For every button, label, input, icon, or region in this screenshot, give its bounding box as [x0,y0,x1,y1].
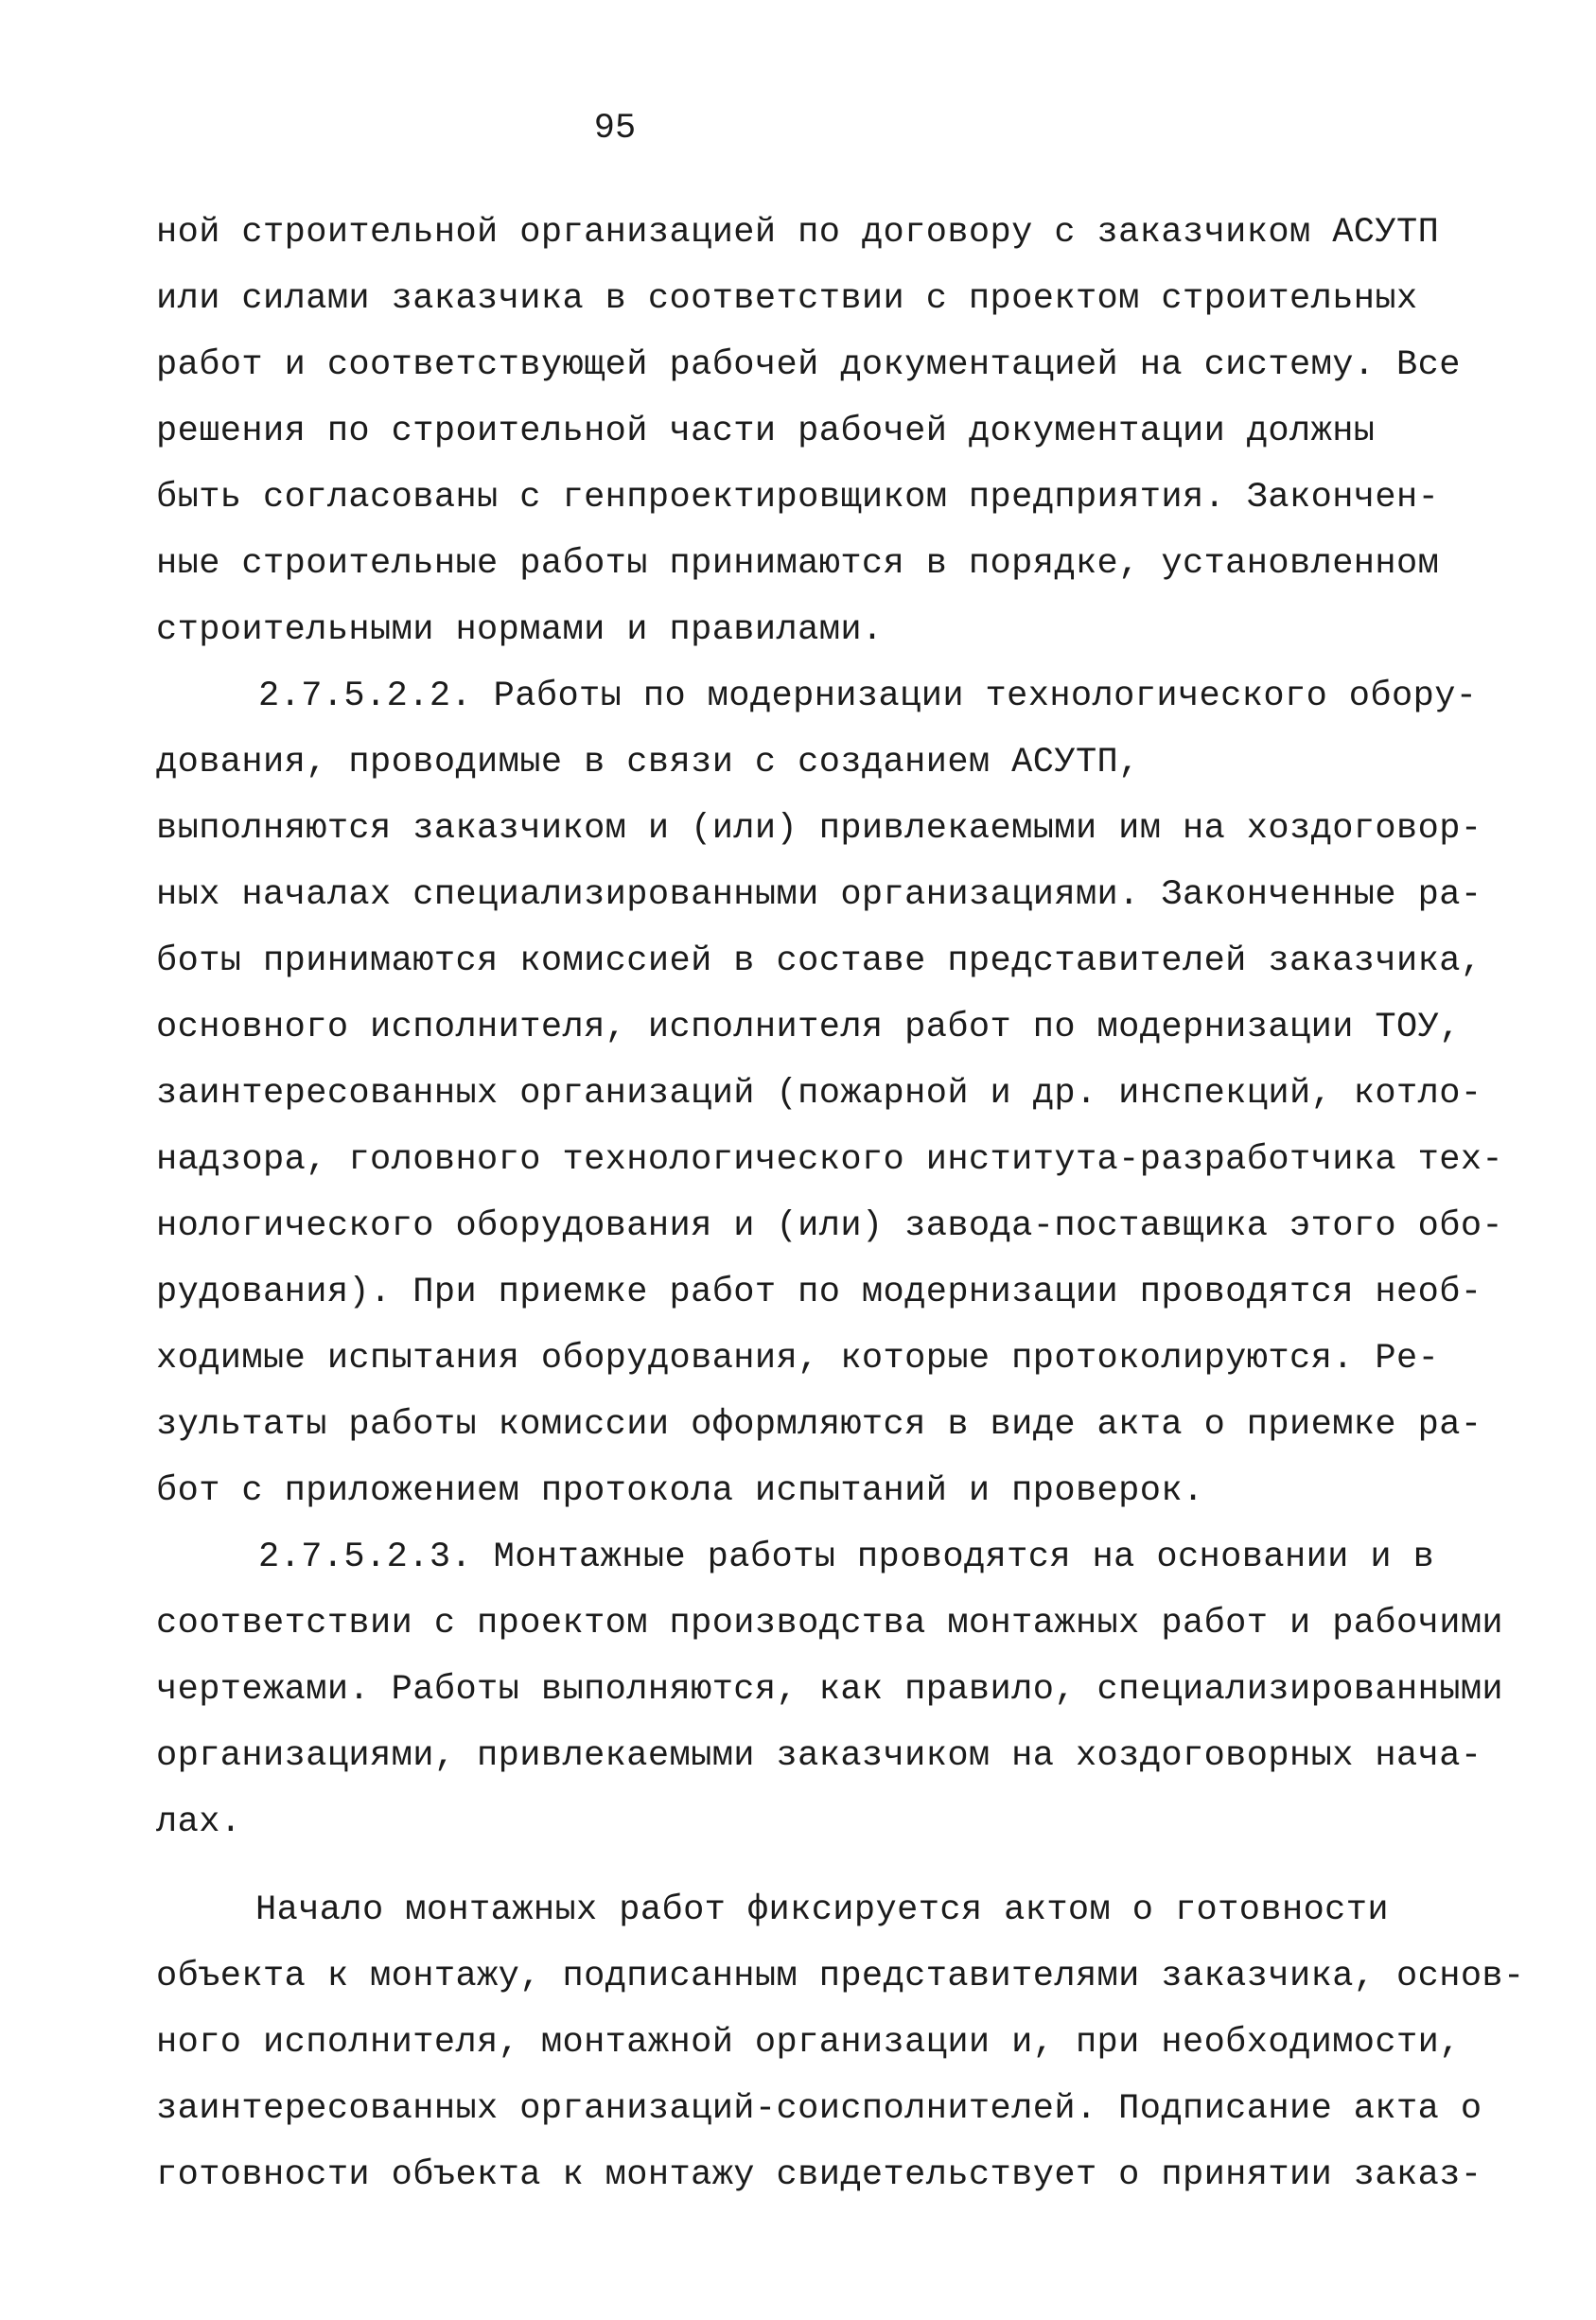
text-line: ного исполнителя, монтажной организации и, при необходимости, [156,2023,1461,2063]
text-line: дования, проводимые в связи с созданием АСУТП, [156,743,1140,782]
text-line: или силами заказчика в соответствии с проектом строительных [156,279,1418,319]
text-line: боты принимаются комиссией в составе представителей заказчика, [156,941,1482,981]
text-line: решения по строительной части рабочей документации должны [156,412,1376,451]
text-line: лах. [156,1802,242,1842]
section-heading-line: 2.7.5.2.2. Работы по модернизации технологического обору- [258,677,1478,716]
page-number: 95 [593,109,637,149]
text-line: ходимые испытания оборудования, которые протоколируются. Ре- [156,1339,1440,1379]
text-line: надзора, головного технологического института-разработчика тех- [156,1140,1504,1180]
text-line: организациями, привлекаемыми заказчиком на хоздоговорных нача- [156,1736,1482,1776]
text-line: рудования). При приемке работ по модернизации проводятся необ- [156,1273,1482,1312]
section-heading-line: 2.7.5.2.3. Монтажные работы проводятся на основании и в [258,1538,1435,1577]
text-line: бот с приложением протокола испытаний и проверок. [156,1471,1204,1511]
text-line: готовности объекта к монтажу свидетельствует о принятии заказ- [156,2155,1482,2195]
text-line: нологического оборудования и (или) завода-поставщика этого обо- [156,1206,1504,1246]
text-line: чертежами. Работы выполняются, как правило, специализированными [156,1670,1504,1710]
text-line: выполняются заказчиком и (или) привлекаемыми им на хоздоговор- [156,809,1482,849]
text-line: работ и соответствующей рабочей документацией на систему. Все [156,345,1461,385]
text-line: ных началах специализированными организациями. Законченные ра- [156,875,1482,915]
text-line: строительными нормами и правилами. [156,610,884,650]
text-line: быть согласованы с генпроектировщиком предприятия. Закончен- [156,478,1440,518]
text-line: зультаты работы комиссии оформляются в виде акта о приемке ра- [156,1405,1482,1445]
text-line: ные строительные работы принимаются в порядке, установленном [156,544,1440,584]
text-line: основного исполнителя, исполнителя работ по модернизации ТОУ, [156,1008,1461,1047]
paragraph-start-line: Начало монтажных работ фиксируется актом о готовности [255,1890,1389,1930]
text-line: соответствии с проектом производства монтажных работ и рабочими [156,1604,1504,1643]
text-line: ной строительной организацией по договору с заказчиком АСУТП [156,213,1440,253]
text-line: заинтересованных организаций-соисполнителей. Подписание акта о [156,2089,1482,2129]
text-line: объекта к монтажу, подписанным представителями заказчика, основ- [156,1957,1525,1996]
text-line: заинтересованных организаций (пожарной и др. инспекций, котло- [156,1074,1482,1114]
